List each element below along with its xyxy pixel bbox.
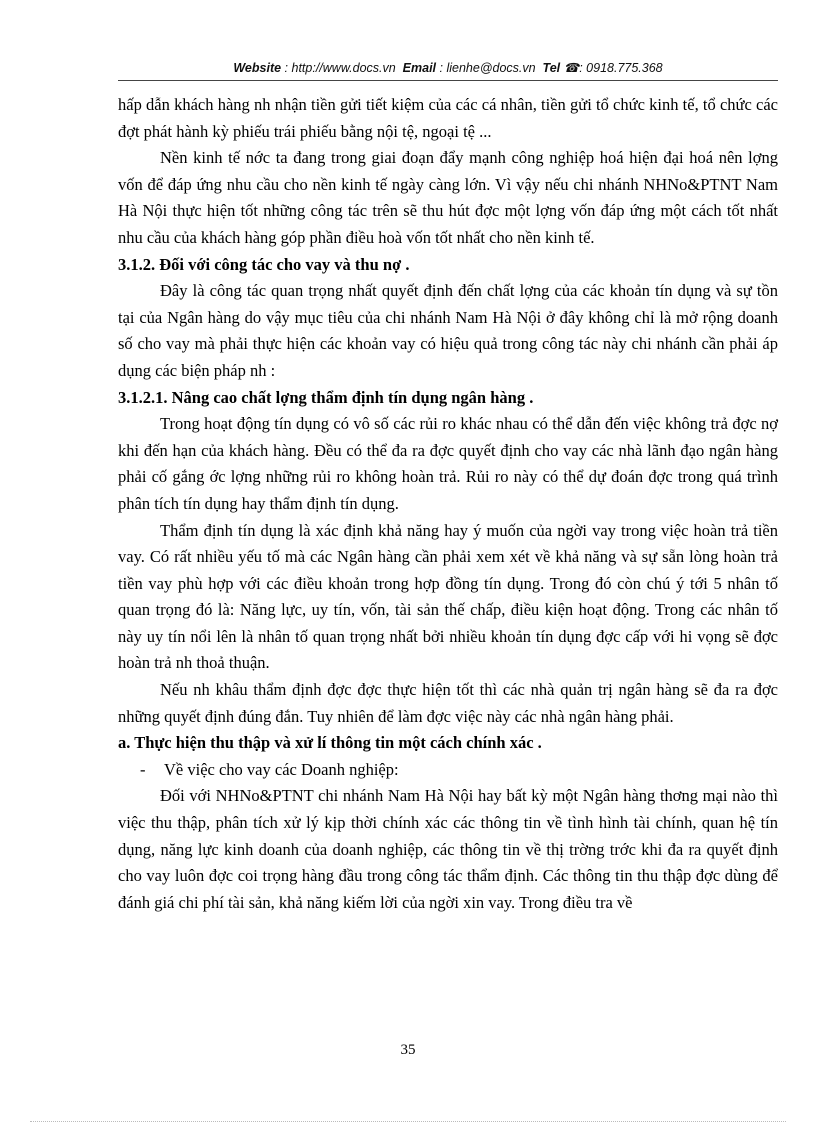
page-header — [118, 60, 778, 75]
section-heading: 3.1.2. Đối với công tác cho vay và thu nợ . — [118, 254, 410, 274]
section-heading: a. Thực hiện thu thập và xử lí thông tin một cách chính xác . — [118, 733, 542, 753]
tel-label: Tel — [542, 61, 561, 75]
paragraph: Đây là công tác quan trọng nhất quyết định đến chất lợng của các khoản tín dụng và sự tồn tại của Ngân hàng do vậy mục tiêu của chi nhánh Nam Hà Nội ở đây không chỉ là mở rộng doanh số cho vay mà phải thực hiện các khoản vay có hiệu quả trong công tác này chi nhánh cần phải áp dụng các biện pháp nh : — [118, 281, 778, 380]
tel-value: : 0918.775.368 — [579, 61, 663, 75]
paragraph: Nếu nh khâu thẩm định đợc đợc thực hiện tốt thì các nhà quản trị ngân hàng sẽ đa ra đợc những quyết định đúng đắn. Tuy nhiên để làm đợc việc này các nhà ngân hàng phải. — [118, 680, 778, 726]
email-value: : lienhe@docs.vn — [439, 61, 536, 75]
paragraph: Trong hoạt động tín dụng có vô số các rủi ro khác nhau có thể dẫn đến việc không trả đợc nợ khi đến hạn của khách hàng. Đều có thể đa ra đợc quyết định cho vay các nhà lãnh đạo ngân hàng phải cố gắng ớc lợng những rủi ro không hoàn trả. Rủi ro này có thể dự đoán đợc trong quá trình phân tích tín dụng hay thẩm định tín dụng. — [118, 414, 778, 513]
bullet-text: Về việc cho vay các Doanh nghiệp: — [164, 759, 399, 779]
header-divider — [118, 80, 778, 81]
paragraph: hấp dẫn khách hàng nh nhận tiền gửi tiết kiệm của các cá nhân, tiền gửi tổ chức kinh tế, tổ chức các đợt phát hành kỳ phiếu trái phiếu bằng nội tệ, ngoại tệ ... — [118, 95, 778, 141]
website-label: Website — [233, 61, 282, 75]
paragraph: Nền kinh tế nớc ta đang trong giai đoạn đẩy mạnh công nghiệp hoá hiện đại hoá nên lợng vốn để đáp ứng nhu cầu cho nền kinh tế ngày càng lớn. Vì vậy nếu chi nhánh NHNo&PTNT Nam Hà Nội thực hiện tốt những công tác trên sẽ thu hút đợc một lợng vốn đáp ứng một cách tốt nhất nhu cầu của khách hàng góp phần điều hoà vốn tốt nhất cho nền kinh tế. — [118, 148, 778, 247]
section-heading: 3.1.2.1. Nâng cao chất lợng thẩm định tín dụng ngân hàng . — [118, 387, 534, 407]
email-label: Email — [402, 61, 437, 75]
footer-divider — [30, 1121, 786, 1122]
paragraph: Thẩm định tín dụng là xác định khả năng hay ý muốn của ngời vay trong việc hoàn trả tiền vay. Có rất nhiều yếu tố mà các Ngân hàng cần phải xem xét về khả năng và sự sẵn lòng hoàn trả tiền vay phù hợp với các điều khoản trong hợp đồng tín dụng. Trong đó còn chú ý tới 5 nhân tố quan trọng đó là: Năng lực, uy tín, vốn, tài sản thế chấp, điều kiện hoạt động. Trong các nhân tố này uy tín nổi lên là nhân tố quan trọng nhất bởi nhiều khoản tín dụng đợc cấp với hi vọng sẽ đợc hoàn trả nh thoả thuận. — [118, 520, 778, 673]
bullet-item — [118, 757, 778, 784]
body-text — [118, 92, 778, 916]
website-value: : http://www.docs.vn — [284, 61, 396, 75]
paragraph: Đối với NHNo&PTNT chi nhánh Nam Hà Nội hay bất kỳ một Ngân hàng thơng mại nào thì việc thu thập, phân tích xử lý kịp thời chính xác các thông tin về tình hình tài chính, quan hệ tín dụng, năng lực kinh doanh của doanh nghiệp, các thông tin về thị trờng trớc khi đa ra quyết định cho vay luôn đợc coi trọng hàng đầu trong công tác thẩm định. Các thông tin thu thập đợc dùng để đánh giá chi phí tài sản, khả năng kiếm lời của ngời xin vay. Trong điều tra về — [118, 786, 778, 912]
bullet-dash: - — [140, 759, 146, 779]
phone-icon: ☎ — [563, 61, 580, 75]
page-number: 35 — [400, 1042, 416, 1058]
